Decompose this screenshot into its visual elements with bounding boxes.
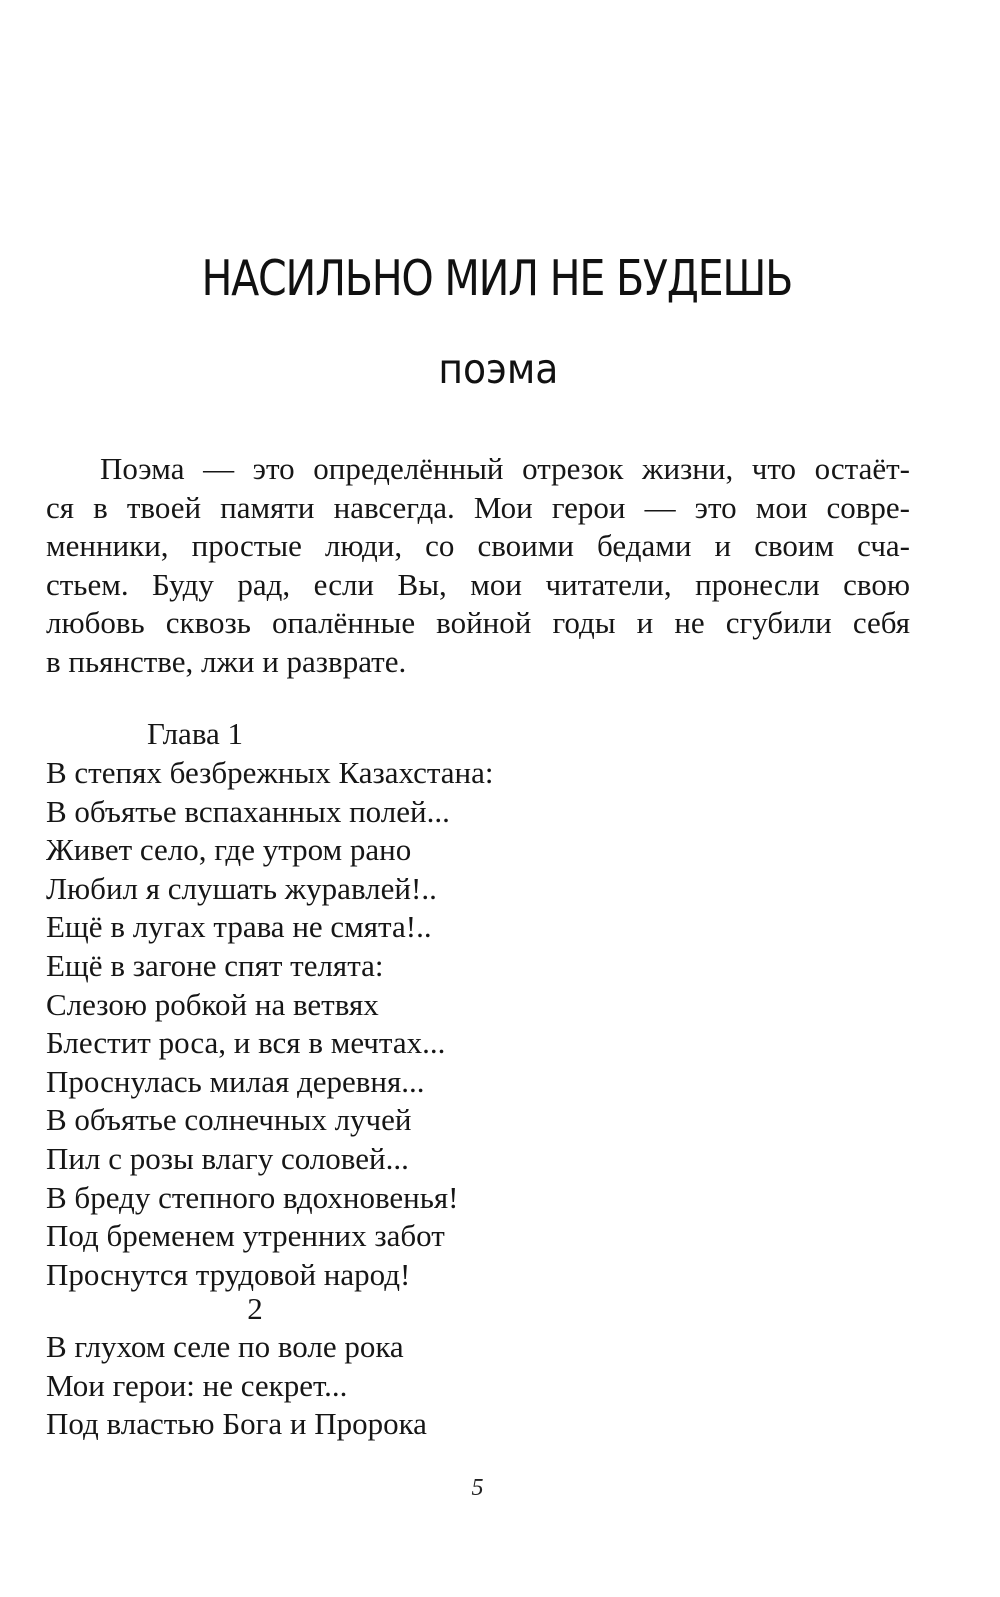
preface-line: стьем. Буду рад, если Вы, мои читатели, пронесли свою [46, 566, 910, 602]
verse-line: Любил я слушать журавлей!.. [46, 870, 437, 906]
verse-line: Блестит роса, и вся в мечтах... [46, 1025, 446, 1061]
verse-line: Проснулась милая деревня... [46, 1063, 425, 1099]
verse-line: В объятье солнечных лучей [46, 1102, 412, 1138]
preface-line: любовь сквозь опалённые войной годы и не сгубили себя [46, 605, 910, 640]
verse-stanza-2 [46, 1328, 427, 1444]
verse-line: Под бременем утренних забот [46, 1218, 445, 1254]
preface-line: менники, простые люди, со своими бедами и своим сча- [46, 528, 910, 563]
verse-line: В объятье вспаханных полей... [46, 793, 450, 829]
verse-line: Проснутся трудовой народ! [46, 1256, 411, 1292]
verse-line: Мои герои: не секрет... [46, 1367, 348, 1403]
verse-line: Под властью Бога и Пророка [46, 1406, 427, 1442]
verse-line: В бреду степного вдохновенья! [46, 1179, 459, 1215]
verse-stanza-1 [46, 754, 494, 1294]
chapter-heading: Глава 1 [147, 716, 244, 751]
verse-line: Слезою робкой на ветвях [46, 986, 379, 1022]
verse-line: Ещё в загоне спят телята: [46, 947, 384, 983]
preface-line: ся в твоей памяти навсегда. Мои герои — это мои совре- [46, 489, 910, 525]
preface-paragraph [46, 450, 910, 681]
section-number: 2 [247, 1291, 263, 1326]
preface-line: в пьянстве, лжи и разврате. [46, 643, 407, 679]
verse-line: Ещё в лугах трава не смята!.. [46, 909, 432, 945]
verse-line: Живет село, где утром рано [46, 832, 412, 868]
verse-line: В глухом селе по воле рока [46, 1329, 404, 1364]
verse-line: Пил с розы влагу соловей... [46, 1140, 409, 1176]
page-title: НАСИЛЬНО МИЛ НЕ БУДЕШЬ [201, 250, 793, 307]
page-number: 5 [471, 1475, 484, 1501]
preface-line: Поэма — это определённый отрезок жизни, что остаёт- [100, 451, 910, 486]
page-subtitle: поэма [438, 345, 559, 393]
verse-line: В степях безбрежных Казахстана: [46, 755, 494, 790]
